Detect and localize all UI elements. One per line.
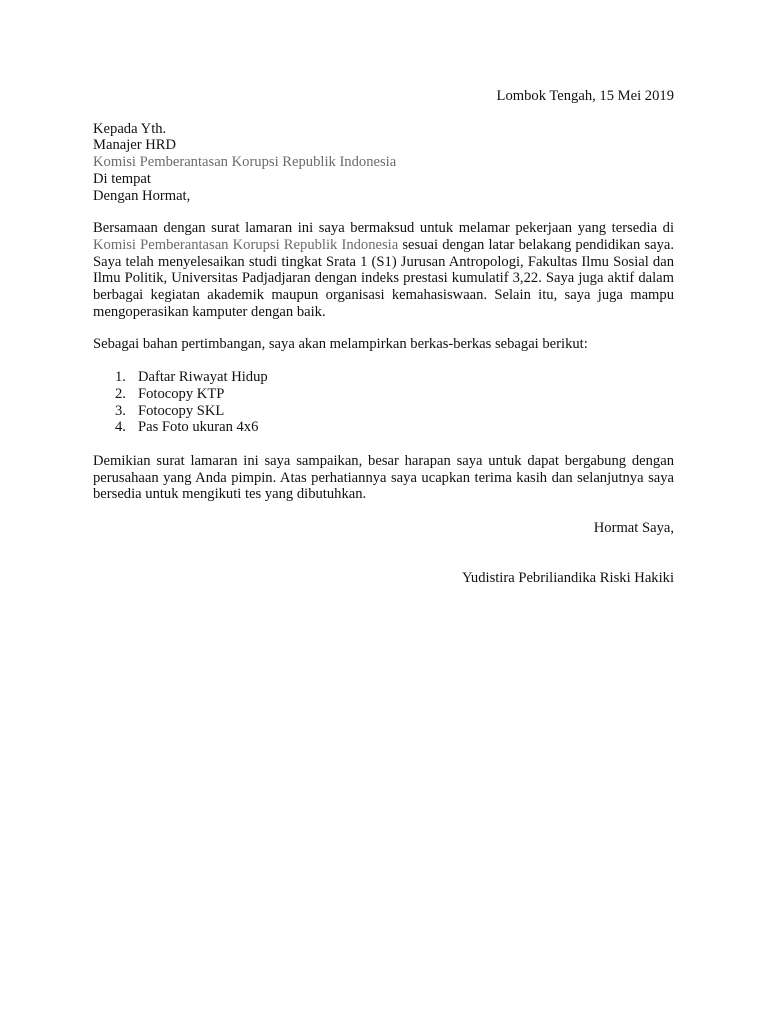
date-line: Lombok Tengah, 15 Mei 2019 [496,88,674,104]
greeting: Dengan Hormat, [93,187,191,204]
body-paragraph-1-end: sesuai dengan latar belakang pendidikan saya. Saya telah menyelesaikan studi tingkat Srata 1 (S1) Jurusan Antropologi, Fakultas Ilmu Sosial dan Ilmu Politik, Universitas Padjadjaran dengan indeks prestasi kumulatif 3,22. Saya juga aktif dalam berbagai kegiatan akademik maupun organisasi kemahasiswaan. Selain itu, saya juga mampu mengoperasikan kamputer dengan baik. [93,236,674,320]
list-item [93,419,674,436]
closing-salutation: Hormat Saya, [593,520,674,537]
recipient-place: Di tempat [93,170,151,187]
body-paragraph-1-organization: Komisi Pemberantasan Korupsi Republik Indonesia [93,236,399,253]
recipient-organization: Komisi Pemberantasan Korupsi Republik Indonesia [93,154,397,171]
list-item [93,369,674,386]
body-paragraph-2: Sebagai bahan pertimbangan, saya akan melampirkan berkas-berkas sebagai berikut: [93,336,588,353]
list-item-number: 3. [115,402,126,419]
list-item-number: 4. [115,419,126,436]
attachment-list [93,369,674,436]
body-paragraph-1-start: Bersamaan dengan surat lamaran ini saya bermaksud untuk melamar pekerjaan yang tersedia di [93,220,674,237]
list-item-text: Fotocopy KTP [138,385,225,402]
list-item-number: 1. [115,369,126,386]
closing-paragraph: Demikian surat lamaran ini saya sampaikan, besar harapan saya untuk dapat bergabung dengan perusahaan yang Anda pimpin. Atas perhatiannya saya ucapkan terima kasih dan selanjutnya saya bersedia untuk mengikuti tes yang dibutuhkan. [93,452,674,503]
list-item-text: Fotocopy SKL [138,402,225,419]
recipient-block [93,121,674,205]
recipient-position: Manajer HRD [93,137,177,154]
list-item-text: Daftar Riwayat Hidup [138,369,268,386]
recipient-salutation: Kepada Yth. [93,120,167,137]
list-item [93,403,674,420]
list-item [93,386,674,403]
list-item-number: 2. [115,385,126,402]
signature-name: Yudistira Pebriliandika Riski Hakiki [462,569,674,586]
application-letter [93,88,674,586]
body-paragraph-1 [93,220,674,320]
list-item-text: Pas Foto ukuran 4x6 [138,419,259,436]
